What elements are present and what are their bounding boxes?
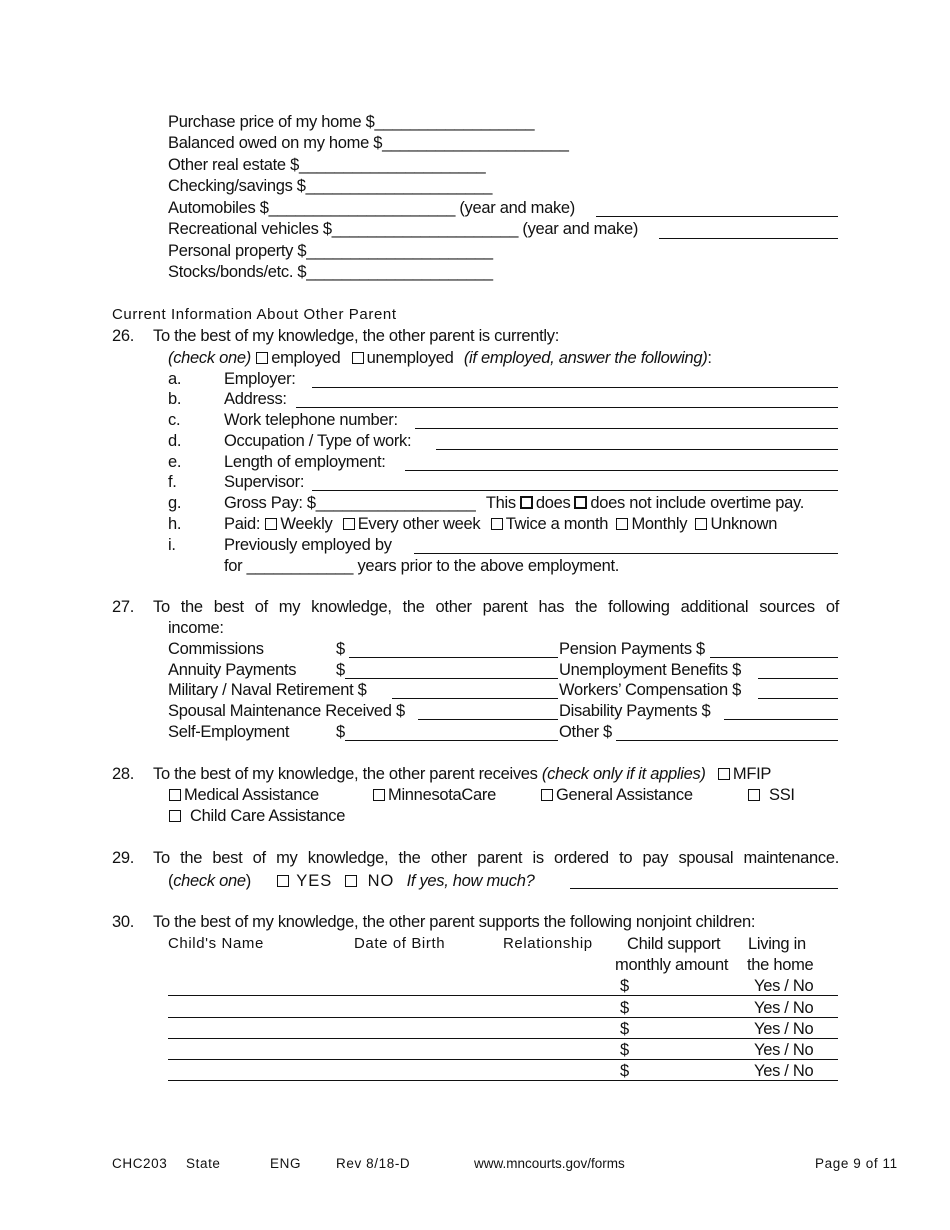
check-one-label: (check one) bbox=[168, 349, 251, 367]
ssi-label: SSI bbox=[769, 786, 795, 804]
other-income-field[interactable] bbox=[616, 740, 838, 741]
table-row[interactable] bbox=[168, 1038, 838, 1039]
supervisor-label: Supervisor: bbox=[224, 473, 305, 491]
row-5-dollar: $ bbox=[620, 1062, 629, 1080]
footer-page-number: Page 9 of 11 bbox=[815, 1156, 898, 1171]
table-row[interactable] bbox=[168, 1080, 838, 1081]
q28-text: To the best of my knowledge, the other parent receives bbox=[153, 765, 538, 783]
q29-check-one: check one bbox=[173, 872, 246, 890]
unknown-label: Unknown bbox=[710, 515, 778, 533]
q26-a-letter: a. bbox=[168, 370, 182, 388]
weekly-label: Weekly bbox=[280, 515, 333, 533]
other-real-estate-line[interactable]: Other real estate $_____________________ bbox=[168, 156, 486, 174]
row-5-yes-no[interactable]: Yes / No bbox=[754, 1062, 814, 1080]
annuity-field[interactable] bbox=[345, 678, 558, 679]
unemployment-label: Unemployment Benefits $ bbox=[559, 661, 742, 679]
section-title: Current Information About Other Parent bbox=[112, 306, 397, 323]
unemployed-label: unemployed bbox=[366, 349, 454, 367]
paid-frequency-line bbox=[224, 514, 777, 534]
previously-employed-label: Previously employed by bbox=[224, 536, 392, 554]
monthly-checkbox[interactable] bbox=[616, 518, 628, 530]
does-label: does bbox=[535, 494, 571, 512]
disability-field[interactable] bbox=[724, 719, 838, 720]
q29-line2 bbox=[168, 871, 535, 891]
q28-ssi bbox=[747, 785, 795, 805]
self-employment-label: Self-Employment bbox=[168, 723, 290, 741]
self-employment-field[interactable] bbox=[345, 740, 558, 741]
q30-number: 30. bbox=[112, 913, 135, 931]
rv-year-make-field[interactable] bbox=[659, 238, 838, 239]
pension-field[interactable] bbox=[710, 657, 838, 658]
if-employed-note: (if employed, answer the following) bbox=[463, 349, 708, 367]
general-assistance-label: General Assistance bbox=[556, 786, 693, 804]
workers-comp-label: Workers’ Compensation $ bbox=[559, 681, 742, 699]
paren-open: ( bbox=[168, 872, 174, 890]
col-date-of-birth: Date of Birth bbox=[354, 935, 446, 952]
stocks-bonds-line[interactable]: Stocks/bonds/etc. $_____________________ bbox=[168, 263, 493, 281]
q30-text: To the best of my knowledge, the other parent supports the following nonjoint children: bbox=[153, 913, 756, 931]
annuity-label: Annuity Payments bbox=[168, 661, 297, 679]
military-field[interactable] bbox=[392, 698, 558, 699]
col-child-support-1: Child support bbox=[627, 935, 721, 953]
ssi-checkbox[interactable] bbox=[748, 789, 760, 801]
checking-savings-line[interactable]: Checking/savings $_____________________ bbox=[168, 177, 493, 195]
no-label: NO bbox=[367, 872, 395, 890]
q28-general bbox=[540, 785, 693, 805]
footer-url[interactable]: www.mncourts.gov/forms bbox=[474, 1156, 625, 1171]
yes-checkbox[interactable] bbox=[277, 875, 289, 887]
length-employment-label: Length of employment: bbox=[224, 453, 386, 471]
q26-g-letter: g. bbox=[168, 494, 182, 512]
military-label: Military / Naval Retirement $ bbox=[168, 681, 367, 699]
annuity-dollar: $ bbox=[336, 661, 345, 679]
work-phone-label: Work telephone number: bbox=[224, 411, 398, 429]
minnesotacare-checkbox[interactable] bbox=[373, 789, 385, 801]
gross-pay-label[interactable]: Gross Pay: $__________________ bbox=[224, 494, 476, 512]
monthly-label: Monthly bbox=[631, 515, 688, 533]
spousal-maintenance-label: Spousal Maintenance Received $ bbox=[168, 702, 405, 720]
address-field[interactable] bbox=[296, 407, 838, 408]
yes-label: YES bbox=[296, 872, 333, 890]
employer-label: Employer: bbox=[224, 370, 296, 388]
col-living-2: the home bbox=[747, 956, 814, 974]
employed-label: employed bbox=[271, 349, 341, 367]
q26-text: To the best of my knowledge, the other parent is currently: bbox=[153, 327, 560, 345]
q28-number: 28. bbox=[112, 765, 135, 783]
pension-label: Pension Payments $ bbox=[559, 640, 705, 658]
row-3-dollar: $ bbox=[620, 1020, 629, 1038]
medical-assistance-checkbox[interactable] bbox=[169, 789, 181, 801]
disability-label: Disability Payments $ bbox=[559, 702, 711, 720]
employer-field[interactable] bbox=[312, 387, 838, 388]
row-4-yes-no[interactable]: Yes / No bbox=[754, 1041, 814, 1059]
twice-month-checkbox[interactable] bbox=[491, 518, 503, 530]
automobiles-year-make-field[interactable] bbox=[596, 216, 838, 217]
previously-employed-field[interactable] bbox=[414, 553, 838, 554]
q26-f-letter: f. bbox=[168, 473, 177, 491]
footer-state: State bbox=[186, 1156, 221, 1171]
other-income-label: Other $ bbox=[559, 723, 612, 741]
does-not-checkbox[interactable] bbox=[574, 496, 587, 509]
balance-owed-line[interactable]: Balanced owed on my home $_____________________ bbox=[168, 134, 569, 152]
personal-property-line[interactable]: Personal property $_____________________ bbox=[168, 242, 493, 260]
q28-mncare bbox=[372, 785, 496, 805]
occupation-field[interactable] bbox=[436, 449, 838, 450]
paren-close: ) bbox=[245, 872, 251, 890]
col-relationship: Relationship bbox=[503, 935, 593, 952]
table-row[interactable] bbox=[168, 995, 838, 996]
unemployment-field[interactable] bbox=[758, 678, 838, 679]
work-phone-field[interactable] bbox=[415, 428, 838, 429]
q26-e-letter: e. bbox=[168, 453, 182, 471]
q26-number: 26. bbox=[112, 327, 135, 345]
q26-employment-status bbox=[168, 348, 712, 368]
no-checkbox[interactable] bbox=[345, 875, 357, 887]
twice-month-label: Twice a month bbox=[505, 515, 609, 533]
supervisor-field[interactable] bbox=[312, 490, 838, 491]
unknown-checkbox[interactable] bbox=[695, 518, 707, 530]
commissions-field[interactable] bbox=[349, 657, 558, 658]
commissions-dollar: $ bbox=[336, 640, 345, 658]
general-assistance-checkbox[interactable] bbox=[541, 789, 553, 801]
q27-text-line2: income: bbox=[168, 619, 224, 637]
q26-c-letter: c. bbox=[168, 411, 181, 429]
row-3-yes-no[interactable]: Yes / No bbox=[754, 1020, 814, 1038]
child-care-label: Child Care Assistance bbox=[190, 807, 346, 825]
does-not-label: does not include overtime pay. bbox=[590, 494, 804, 512]
workers-comp-field[interactable] bbox=[758, 698, 838, 699]
row-2-yes-no[interactable]: Yes / No bbox=[754, 999, 814, 1017]
gross-pay-line bbox=[224, 493, 804, 513]
q28-childcare bbox=[168, 806, 345, 826]
table-row[interactable] bbox=[168, 1059, 838, 1060]
commissions-label: Commissions bbox=[168, 640, 264, 658]
this-label: This bbox=[485, 494, 516, 512]
col-living-1: Living in bbox=[748, 935, 806, 953]
q29-number: 29. bbox=[112, 849, 135, 867]
q26-i-letter: i. bbox=[168, 536, 176, 554]
mfip-checkbox[interactable] bbox=[718, 768, 730, 780]
every-other-week-label: Every other week bbox=[357, 515, 481, 533]
q26-d-letter: d. bbox=[168, 432, 182, 450]
years-prior-line[interactable]: for ____________ years prior to the above employment. bbox=[224, 557, 620, 575]
q27-number: 27. bbox=[112, 598, 135, 616]
row-4-dollar: $ bbox=[620, 1041, 629, 1059]
table-row[interactable] bbox=[168, 1017, 838, 1018]
automobiles-line[interactable]: Automobiles $_____________________ (year and make) bbox=[168, 199, 575, 217]
recreational-vehicles-line[interactable]: Recreational vehicles $_____________________ (year and make) bbox=[168, 220, 639, 238]
purchase-price-line[interactable]: Purchase price of my home $__________________ bbox=[168, 113, 535, 131]
unemployed-checkbox[interactable] bbox=[352, 352, 364, 364]
weekly-checkbox[interactable] bbox=[265, 518, 277, 530]
q28-line1 bbox=[153, 764, 771, 784]
colon: : bbox=[707, 349, 712, 367]
row-1-yes-no[interactable]: Yes / No bbox=[754, 977, 814, 995]
row-1-dollar: $ bbox=[620, 977, 629, 995]
footer-language: ENG bbox=[270, 1156, 302, 1171]
minnesotacare-label: MinnesotaCare bbox=[388, 786, 496, 804]
paid-label: Paid: bbox=[224, 515, 261, 533]
every-other-week-checkbox[interactable] bbox=[343, 518, 355, 530]
medical-assistance-label: Medical Assistance bbox=[184, 786, 319, 804]
col-childs-name: Child's Name bbox=[168, 935, 264, 952]
length-employment-field[interactable] bbox=[405, 470, 838, 471]
q27-text-line1: To the best of my knowledge, the other parent has the following additional sources of bbox=[153, 598, 839, 616]
if-yes-label: If yes, how much? bbox=[406, 872, 535, 890]
row-2-dollar: $ bbox=[620, 999, 629, 1017]
occupation-label: Occupation / Type of work: bbox=[224, 432, 412, 450]
col-child-support-2: monthly amount bbox=[615, 956, 729, 974]
check-only-note: (check only if it applies) bbox=[541, 765, 706, 783]
q28-medical bbox=[168, 785, 319, 805]
spousal-amount-field[interactable] bbox=[570, 888, 838, 889]
q29-text-line1: To the best of my knowledge, the other parent is ordered to pay spousal maintenance. bbox=[153, 849, 839, 867]
q26-h-letter: h. bbox=[168, 515, 182, 533]
employed-checkbox[interactable] bbox=[256, 352, 268, 364]
mfip-label: MFIP bbox=[732, 765, 772, 783]
footer-form-code: CHC203 bbox=[112, 1156, 168, 1171]
q26-b-letter: b. bbox=[168, 390, 182, 408]
self-employment-dollar: $ bbox=[336, 723, 345, 741]
address-label: Address: bbox=[224, 390, 287, 408]
footer-revision: Rev 8/18-D bbox=[336, 1156, 411, 1171]
child-care-checkbox[interactable] bbox=[169, 810, 181, 822]
spousal-maintenance-field[interactable] bbox=[418, 719, 558, 720]
does-checkbox[interactable] bbox=[520, 496, 533, 509]
